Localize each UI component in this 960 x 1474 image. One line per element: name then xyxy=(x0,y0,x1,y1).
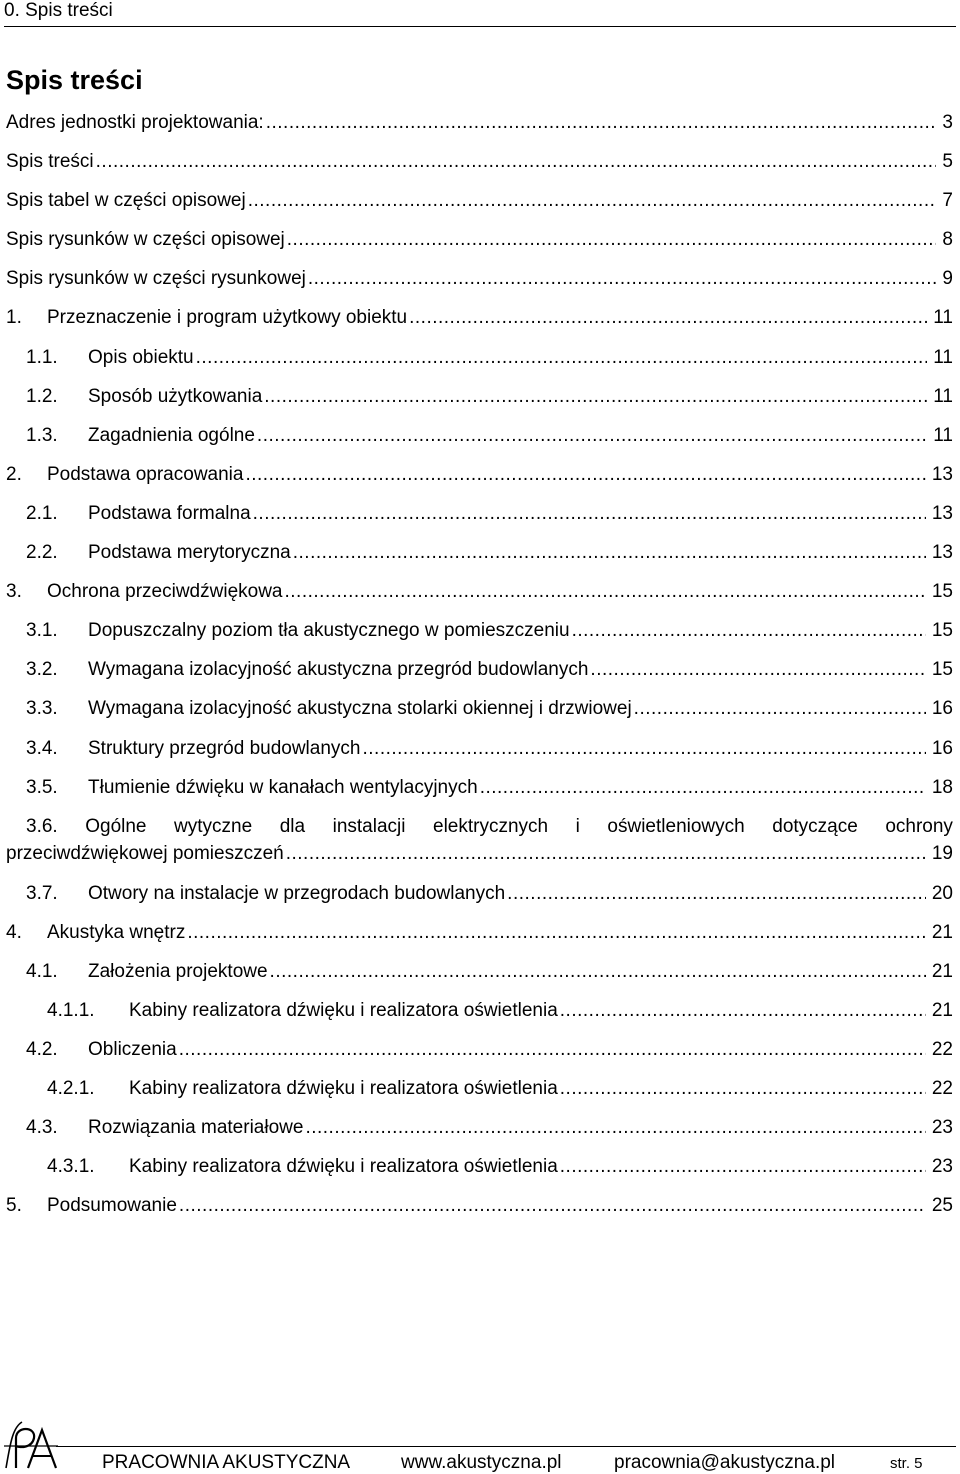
toc-entry-number: 4.1.1. xyxy=(47,999,95,1021)
toc-leader xyxy=(560,1076,926,1102)
toc-entry-page: 11 xyxy=(933,385,953,407)
footer-divider xyxy=(56,1446,956,1447)
company-logo xyxy=(2,1416,58,1472)
toc-entry-text: Struktury przegród budowlanych xyxy=(88,737,361,759)
toc-leader xyxy=(285,579,926,605)
toc-entry-number: 3.7. xyxy=(26,882,58,904)
toc-entry-text: Opis obiektu xyxy=(88,346,194,368)
toc-leader xyxy=(179,1037,926,1063)
toc-entry-page: 23 xyxy=(931,1117,953,1139)
page-footer xyxy=(0,1416,960,1474)
toc-entry-number: 4.3.1. xyxy=(47,1156,95,1178)
toc-entry[interactable] xyxy=(6,775,953,814)
toc-entry-text: Kabiny realizatora dźwięku i realizatora oświetlenia xyxy=(129,1156,558,1178)
toc-leader xyxy=(257,423,927,449)
toc-leader xyxy=(409,305,927,331)
toc-entry-page: 18 xyxy=(931,776,953,798)
toc-entry-text: Spis tabel w części opisowej xyxy=(6,190,246,212)
toc-entry-word: instalacji xyxy=(332,815,406,837)
toc-entry-number: 1. xyxy=(6,307,22,329)
toc-leader xyxy=(96,149,937,175)
toc-entry-number: 3.1. xyxy=(26,620,58,642)
toc-leader xyxy=(270,959,926,985)
toc-entry-page: 13 xyxy=(931,542,953,564)
toc-entry-number: 1.3. xyxy=(26,424,58,446)
company-name: PRACOWNIA AKUSTYCZNA xyxy=(102,1452,351,1473)
toc-entry[interactable] xyxy=(6,579,953,618)
toc-entry[interactable] xyxy=(6,305,953,344)
toc-entry-page: 25 xyxy=(931,1195,953,1217)
toc-leader xyxy=(590,657,925,683)
toc-entry-text: Kabiny realizatora dźwięku i realizatora oświetlenia xyxy=(129,999,558,1021)
toc-entry-page: 16 xyxy=(931,737,953,759)
toc-entry-text: Rozwiązania materiałowe xyxy=(88,1117,304,1139)
toc-entry-text: Kabiny realizatora dźwięku i realizatora oświetlenia xyxy=(129,1078,558,1100)
toc-entry-number: 4.2.1. xyxy=(47,1078,95,1100)
toc-entry-page: 5 xyxy=(942,151,953,173)
toc-leader xyxy=(266,110,937,136)
toc-entry-page: 13 xyxy=(931,502,953,524)
toc-entry[interactable] xyxy=(6,1115,953,1154)
toc-entry-text: Podstawa merytoryczna xyxy=(88,542,291,564)
toc-entry-page: 7 xyxy=(942,190,953,212)
toc-entry-text: Dopuszczalny poziom tła akustycznego w pomieszczeniu xyxy=(88,620,570,642)
toc-leader xyxy=(293,540,926,566)
toc-leader xyxy=(560,1154,926,1180)
toc-entry-text: Otwory na instalacje w przegrodach budowlanych xyxy=(88,882,506,904)
toc-entry[interactable] xyxy=(6,1193,953,1232)
website-link[interactable]: www.akustyczna.pl xyxy=(401,1452,562,1473)
toc-leader xyxy=(196,345,928,371)
chapter-label: 0. Spis treści xyxy=(4,0,113,21)
toc-entry-word: dotyczące xyxy=(772,815,858,837)
toc-entry-page: 3 xyxy=(942,112,953,133)
toc-leader xyxy=(253,501,926,527)
toc-entry-text: Ochrona przeciwdźwiękowa xyxy=(47,581,283,603)
toc-entry-text: Zagadnienia ogólne xyxy=(88,424,255,446)
toc-entry[interactable] xyxy=(6,540,953,579)
toc-entry[interactable] xyxy=(6,501,953,540)
toc-entry-page: 22 xyxy=(931,1078,953,1100)
toc-entry-number: 3.5. xyxy=(26,776,58,798)
toc-leader xyxy=(362,736,925,762)
toc-leader xyxy=(305,1115,925,1141)
toc-entry-number: 3.3. xyxy=(26,698,58,720)
toc-entry-page: 19 xyxy=(931,842,953,864)
toc-entry[interactable] xyxy=(6,1037,953,1076)
toc-leader xyxy=(507,881,926,907)
toc-entry-number: 4.3. xyxy=(26,1117,58,1139)
toc-entry-page: 13 xyxy=(931,463,953,485)
toc-entry[interactable] xyxy=(6,959,953,998)
toc-entry-word: Ogólne xyxy=(85,815,147,837)
toc-leader xyxy=(480,775,926,801)
toc-leader xyxy=(572,618,926,644)
toc-entry-number: 2.1. xyxy=(26,502,58,524)
page-number: str. 5 xyxy=(890,1455,923,1472)
toc-entry-page: 15 xyxy=(931,659,953,681)
page-header xyxy=(4,0,956,27)
toc-entry-number: 1.2. xyxy=(26,385,58,407)
toc-leader xyxy=(560,998,926,1024)
toc-leader xyxy=(286,841,926,867)
toc-leader xyxy=(248,188,937,214)
toc-entry[interactable] xyxy=(6,227,953,266)
toc-entry-text: Tłumienie dźwięku w kanałach wentylacyjnych xyxy=(88,776,478,798)
toc-entry[interactable] xyxy=(6,462,953,501)
toc-entry[interactable] xyxy=(6,266,953,305)
toc-entry-page: 21 xyxy=(931,921,953,943)
toc-entry-page: 15 xyxy=(931,620,953,642)
toc-entry-number: 1.1. xyxy=(26,346,58,368)
toc-title: Spis treści xyxy=(6,65,143,95)
toc-leader xyxy=(634,696,926,722)
toc-entry-word: ochrony xyxy=(885,815,953,837)
toc-entry-number: 2.2. xyxy=(26,542,58,564)
toc-entry[interactable] xyxy=(6,149,953,188)
toc-entry-number: 5. xyxy=(6,1195,22,1217)
toc-entry[interactable] xyxy=(6,1076,953,1115)
toc-entry-text: Spis rysunków w części rysunkowej xyxy=(6,268,306,290)
toc-entry-word: elektrycznych xyxy=(433,815,549,837)
toc-entry-text: Adres jednostki projektowania: xyxy=(6,112,264,133)
toc-entry-text: Sposób użytkowania xyxy=(88,385,263,407)
toc-entry[interactable] xyxy=(6,920,953,959)
toc-entry-text: Obliczenia xyxy=(88,1039,177,1061)
toc-entry-text: Podstawa opracowania xyxy=(47,463,244,485)
toc-entry[interactable] xyxy=(6,881,953,920)
toc-entry-text: Wymagana izolacyjność akustyczna przegród budowlanych xyxy=(88,659,589,681)
toc-entry-number: 4.1. xyxy=(26,960,58,982)
toc-entry-page: 8 xyxy=(942,229,953,251)
toc-entry-page: 11 xyxy=(933,346,953,368)
toc-entry-number: 4.2. xyxy=(26,1039,58,1061)
toc-entry[interactable] xyxy=(6,736,953,775)
toc-entry-page: 20 xyxy=(931,882,953,904)
toc-entry-page: 21 xyxy=(931,999,953,1021)
toc-leader xyxy=(264,384,927,410)
toc-entry[interactable] xyxy=(6,618,953,657)
toc-entry-word: wytyczne xyxy=(174,815,253,837)
toc-entry-number: 4. xyxy=(6,921,22,943)
email-link[interactable]: pracownia@akustyczna.pl xyxy=(614,1452,836,1473)
toc-entry-number: 3.4. xyxy=(26,737,58,759)
toc-entry-page: 23 xyxy=(931,1156,953,1178)
toc-entry[interactable] xyxy=(6,998,953,1037)
toc-entry-number: 2. xyxy=(6,463,22,485)
toc-entry-word: dla xyxy=(279,815,306,837)
toc-entry-text: Założenia projektowe xyxy=(88,960,268,982)
toc-entry-text: Przeznaczenie i program użytkowy obiektu xyxy=(47,307,408,329)
toc-entry-page: 16 xyxy=(931,698,953,720)
toc-entry-text: Podsumowanie xyxy=(47,1195,177,1217)
toc-leader xyxy=(179,1193,926,1219)
toc-entry[interactable] xyxy=(6,110,953,149)
toc-entry-number: 3. xyxy=(6,581,22,603)
toc-entry-text: Akustyka wnętrz xyxy=(47,921,186,943)
toc-entry-page: 9 xyxy=(942,268,953,290)
toc-entry-text: przeciwdźwiękowej pomieszczeń xyxy=(6,842,284,864)
toc-leader xyxy=(187,920,926,946)
toc-entry-first-line xyxy=(26,814,953,840)
toc-entry[interactable] xyxy=(6,814,953,881)
toc-entry[interactable] xyxy=(6,423,953,462)
toc-entry[interactable] xyxy=(6,696,953,735)
toc-entry[interactable] xyxy=(6,384,953,423)
toc-entry-word: oświetleniowych xyxy=(607,815,745,837)
toc-entry-text: Spis rysunków w części opisowej xyxy=(6,229,285,251)
toc-entry-page: 21 xyxy=(931,960,953,982)
toc-entry-page: 11 xyxy=(933,307,953,329)
toc-entry-number: 3.6. xyxy=(26,815,58,837)
toc-entry-word: i xyxy=(575,815,580,837)
toc-leader xyxy=(245,462,925,488)
toc-entry[interactable] xyxy=(6,1154,953,1193)
table-of-contents xyxy=(6,110,953,1233)
toc-entry-page: 11 xyxy=(933,424,953,446)
toc-entry-text: Spis treści xyxy=(6,151,94,173)
toc-entry[interactable] xyxy=(6,657,953,696)
toc-entry-number: 3.2. xyxy=(26,659,58,681)
toc-entry-page: 15 xyxy=(931,581,953,603)
toc-entry-text: Podstawa formalna xyxy=(88,502,251,524)
toc-entry[interactable] xyxy=(6,345,953,384)
toc-leader xyxy=(287,227,937,253)
toc-leader xyxy=(308,266,937,292)
toc-entry-page: 22 xyxy=(931,1039,953,1061)
toc-entry[interactable] xyxy=(6,188,953,227)
toc-entry-text: Wymagana izolacyjność akustyczna stolarki okiennej i drzwiowej xyxy=(88,698,632,720)
